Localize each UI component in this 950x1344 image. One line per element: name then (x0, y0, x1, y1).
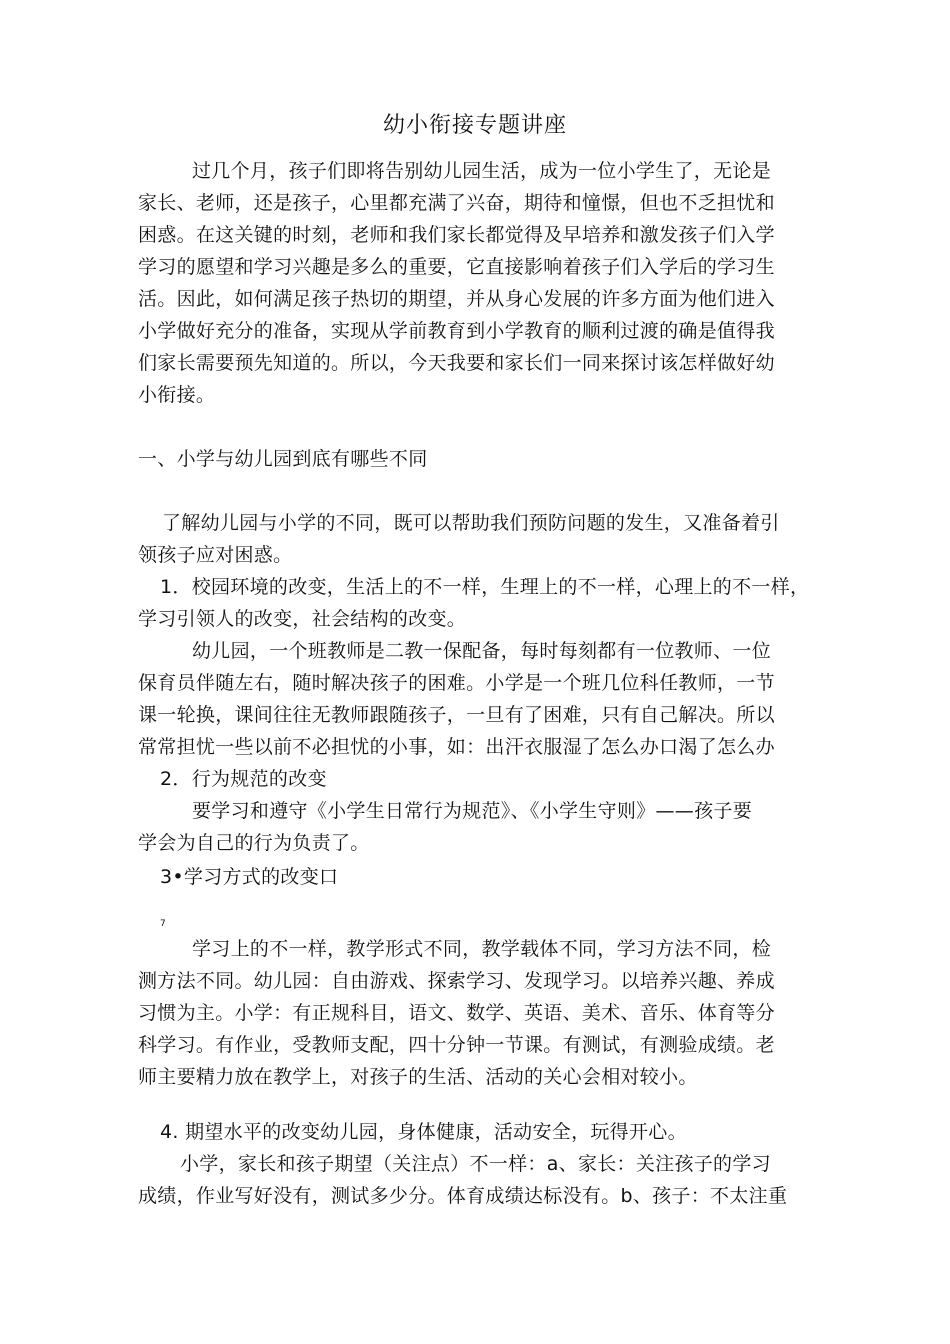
section1-intro-line-2: 领孩子应对困惑。 (138, 544, 293, 566)
item4-heading: 4. 期望水平的改变幼儿园，身体健康，活动安全，玩得开心。 (160, 1121, 687, 1143)
intro-line-5: 活。因此，如何满足孩子热切的期望，并从身心发展的许多方面为他们进入 (138, 288, 775, 310)
item1-heading-line-2: 学习引领人的改变，社会结构的改变。 (138, 608, 467, 630)
item3-body-line-3: 习惯为主。小学：有正规科目，语文、数学、英语、美术、音乐、体育等分 (138, 1002, 775, 1024)
intro-line-6: 小学做好充分的准备，实现从学前教育到小学教育的顺利过渡的确是值得我 (138, 320, 775, 342)
stray-mark: 7 (160, 919, 166, 929)
intro-line-8: 小衔接。 (138, 384, 216, 406)
item1-body-line-3: 课一轮换，课间往往无教师跟随孩子，一旦有了困难，只有自己解决。所以 (138, 704, 775, 726)
intro-line-1: 过几个月，孩子们即将告别幼儿园生活，成为一位小学生了，无论是 (192, 160, 772, 182)
intro-line-3: 困惑。在这关键的时刻，老师和我们家长都觉得及早培养和激发孩子们入学 (138, 224, 775, 246)
intro-line-7: 们家长需要预先知道的。所以，今天我要和家长们一同来探讨该怎样做好幼 (138, 352, 775, 374)
item4-body-line-1: 小学，家长和孩子期望（关注点）不一样：a、家长：关注孩子的学习 (180, 1153, 771, 1175)
item3-body-line-1: 学习上的不一样，教学形式不同，教学载体不同，学习方法不同，检 (192, 938, 772, 960)
intro-line-4: 学习的愿望和学习兴趣是多么的重要，它直接影响着孩子们入学后的学习生 (138, 256, 775, 278)
item4-body-line-2: 成绩，作业写好没有，测试多少分。体育成绩达标没有。b、孩子：不太注重 (138, 1185, 788, 1207)
item3-body-line-4: 科学习。有作业，受教师支配，四十分钟一节课。有测试，有测验成绩。老 (138, 1034, 775, 1056)
item1-heading-line-1: 1．校园环境的改变，生活上的不一样，生理上的不一样，心理上的不一样， (160, 576, 810, 598)
intro-line-2: 家长、老师，还是孩子，心里都充满了兴奋，期待和憧憬，但也不乏担忧和 (138, 192, 775, 214)
item2-heading: 2．行为规范的改变 (160, 768, 327, 790)
item2-body-line-1: 要学习和遵守《小学生日常行为规范》、《小学生守则》——孩子要 (192, 800, 753, 822)
item3-heading: 3•学习方式的改变口 (160, 866, 339, 888)
item2-body-line-2: 学会为自己的行为负责了。 (138, 832, 370, 854)
item1-body-line-2: 保育员伴随左右，随时解决孩子的困难。小学是一个班几位科任教师，一节 (138, 672, 775, 694)
item3-body-line-5: 师主要精力放在教学上，对孩子的生活、活动的关心会相对较小。 (138, 1066, 698, 1088)
item1-body-line-1: 幼儿园，一个班教师是二教一保配备，每时每刻都有一位教师、一位 (192, 640, 772, 662)
section1-intro-line-1: 了解幼儿园与小学的不同，既可以帮助我们预防问题的发生，又准备着引 (162, 512, 780, 534)
item1-body-line-4: 常常担忧一些以前不必担忧的小事，如：出汗衣服湿了怎么办口渴了怎么办 (138, 736, 775, 758)
document-title: 幼小衔接专题讲座 (382, 113, 567, 138)
section-heading-1: 一、小学与幼儿园到底有哪些不同 (138, 448, 428, 470)
item3-body-line-2: 测方法不同。幼儿园：自由游戏、探索学习、发现学习。以培养兴趣、养成 (138, 970, 775, 992)
